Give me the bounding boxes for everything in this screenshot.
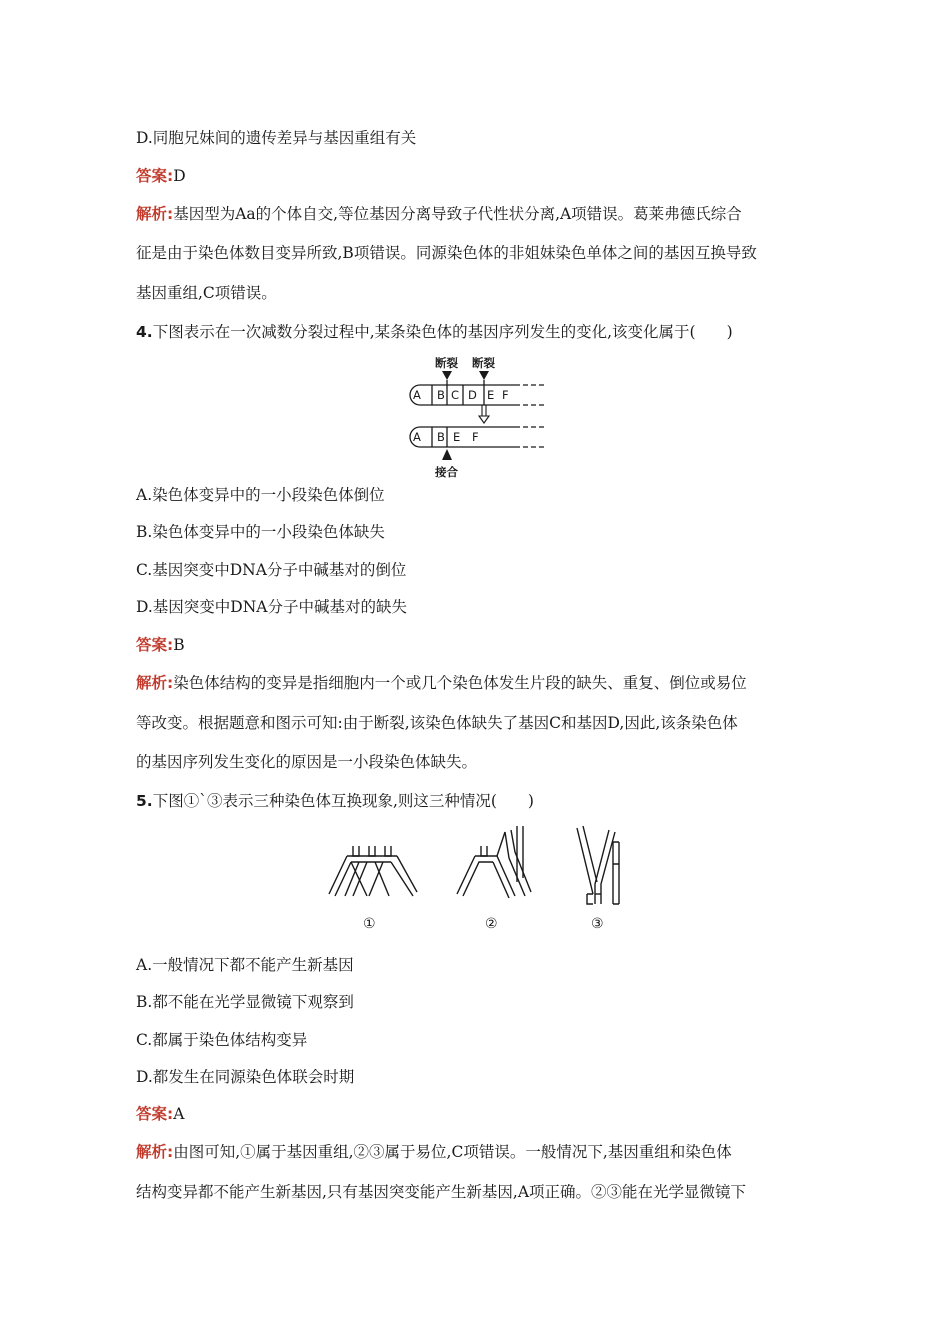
option-4b: B.染色体变异中的一小段染色体缺失 <box>136 523 385 541</box>
option-5b: B.都不能在光学显微镜下观察到 <box>136 993 354 1011</box>
figure-label-1: ① <box>363 916 376 932</box>
chromosome-before <box>410 385 545 405</box>
figure-label-2: ② <box>485 916 498 932</box>
option-4a: A.染色体变异中的一小段染色体倒位 <box>136 486 385 504</box>
explanation-4-line-1: 解析:染色体结构的变异是指细胞内一个或几个染色体发生片段的缺失、重复、倒位或易位 <box>136 674 747 692</box>
join-arrow <box>442 449 452 460</box>
gene-label: B <box>437 388 445 402</box>
break-label-2: 断裂 <box>472 356 495 370</box>
crossover-figure-2 <box>457 826 531 898</box>
answer-3 <box>136 166 186 186</box>
gene-label: C <box>451 388 460 402</box>
answer-label: 答案: <box>136 1105 174 1123</box>
answer-value: A <box>173 1105 185 1123</box>
explanation-3-line-2: 征是由于染色体数目变异所致,B项错误。同源染色体的非姐妹染色单体之间的基因互换导致 <box>136 244 757 262</box>
explanation-5-line-1: 解析:由图可知,①属于基因重组,②③属于易位,C项错误。一般情况下,基因重组和染色体 <box>136 1143 732 1161</box>
answer-4 <box>136 635 185 655</box>
break-label-1: 断裂 <box>435 356 458 370</box>
answer-5 <box>136 1104 184 1124</box>
explanation-3-line-1: 解析:基因型为Aa的个体自交,等位基因分离导致子代性状分离,A项错误。葛莱弗德氏综合 <box>136 205 742 223</box>
option-4c: C.基因突变中DNA分子中碱基对的倒位 <box>136 561 407 579</box>
explanation-label: 解析: <box>136 1143 174 1161</box>
crossover-figure-1 <box>329 846 417 896</box>
option-4d: D.基因突变中DNA分子中碱基对的缺失 <box>136 598 407 616</box>
option-5d: D.都发生在同源染色体联会时期 <box>136 1068 355 1086</box>
explanation-label: 解析: <box>136 674 174 692</box>
figure-chromosome-deletion <box>405 352 550 482</box>
gene-label: D <box>468 388 477 402</box>
option-3d: D.同胞兄妹间的遗传差异与基因重组有关 <box>136 129 417 147</box>
break-arrow-2 <box>479 371 489 380</box>
answer-label: 答案: <box>136 167 174 185</box>
gene-label: F <box>502 388 509 402</box>
explanation-3-line-3: 基因重组,C项错误。 <box>136 284 277 302</box>
explanation-4-line-3: 的基因序列发生变化的原因是一小段染色体缺失。 <box>136 753 478 771</box>
explanation-4-line-2: 等改变。根据题意和图示可知:由于断裂,该染色体缺失了基因C和基因D,因此,该条染色体 <box>136 714 738 732</box>
figure-crossover-types <box>325 822 625 934</box>
gene-label: A <box>413 430 421 444</box>
answer-value: D <box>173 167 186 185</box>
break-arrow-1 <box>442 371 452 380</box>
question-4-stem: 4.下图表示在一次减数分裂过程中,某条染色体的基因序列发生的变化,该变化属于( ) <box>136 323 733 341</box>
explanation-5-line-2: 结构变异都不能产生新基因,只有基因突变能产生新基因,A项正确。②③能在光学显微镜下 <box>136 1183 747 1201</box>
join-label: 接合 <box>435 465 458 479</box>
explanation-label: 解析: <box>136 205 174 223</box>
gene-label: B <box>437 430 445 444</box>
answer-label: 答案: <box>136 636 174 654</box>
gene-label: F <box>472 430 479 444</box>
question-5-stem: 5.下图①`③表示三种染色体互换现象,则这三种情况( ) <box>136 792 534 810</box>
crossover-figure-3 <box>577 826 619 904</box>
answer-value: B <box>173 636 185 654</box>
option-5a: A.一般情况下都不能产生新基因 <box>136 956 354 974</box>
question-number: 4. <box>136 323 153 341</box>
question-number: 5. <box>136 792 153 810</box>
gene-label: A <box>413 388 421 402</box>
figure-label-3: ③ <box>591 916 604 932</box>
down-arrow <box>479 405 489 423</box>
option-5c: C.都属于染色体结构变异 <box>136 1031 308 1049</box>
gene-label: E <box>453 430 461 444</box>
gene-label: E <box>487 388 495 402</box>
